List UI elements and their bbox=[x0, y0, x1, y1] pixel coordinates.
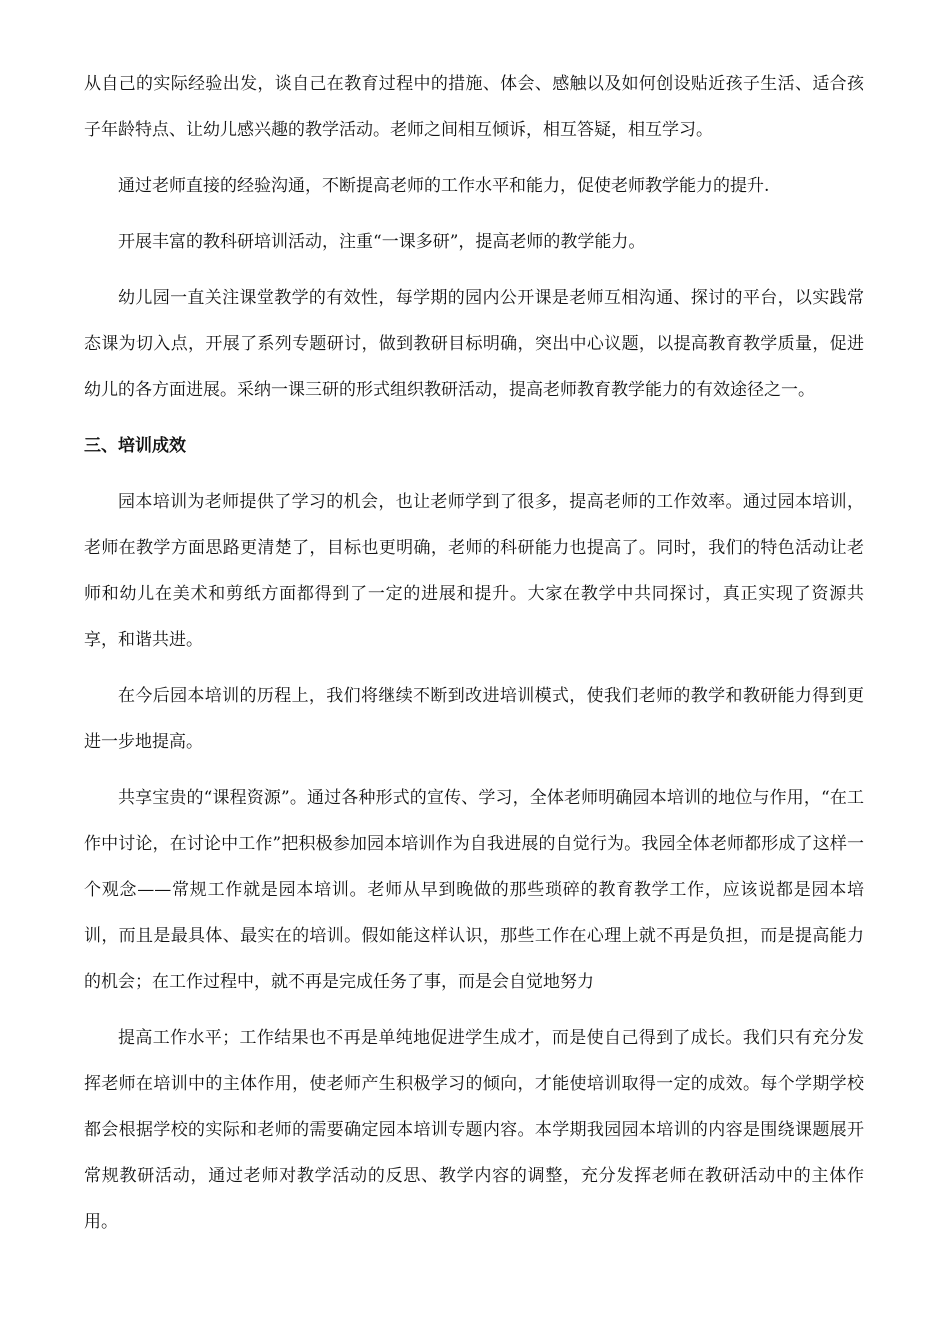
paragraph-experience-exchange: 通过老师直接的经验沟通，不断提高老师的工作水平和能力，促使老师教学能力的提升. bbox=[118, 176, 770, 196]
paragraph-future-plans: 在今后园本培训的历程上，我们将继续不断到改进培训模式，使我们老师的教学和教研能力得到更进一步地提高。 bbox=[84, 686, 864, 752]
document-page bbox=[84, 70, 864, 1255]
paragraph-shared-resources: 共享宝贵的“课程资源”。通过各种形式的宣传、学习，全体老师明确园本培训的地位与作用，“在工作中讨论，在讨论中工作”把积极参加园本培训作为自我进展的自觉行为。我园全体老师都形成了这样一个观念——常规工作就是园本培训。老师从早到晚做的那些琐碎的教育教学工作，应该说都是园本培训，而且是最具体、最实在的培训。假如能这样认识，那些工作在心理上就不再是负担，而是提高能力的机会；在工作过程中，就不再是完成任务了事，而是会自觉地努力 bbox=[84, 788, 864, 992]
paragraph-training-results: 园本培训为老师提供了学习的机会，也让老师学到了很多，提高老师的工作效率。通过园本培训，老师在教学方面思路更清楚了，目标也更明确，老师的科研能力也提高了。同时，我们的特色活动让老师和幼儿在美术和剪纸方面都得到了一定的进展和提升。大家在教学中共同探讨，真正实现了资源共享，和谐共进。 bbox=[84, 492, 864, 650]
paragraph-continuation: 从自己的实际经验出发，谈自己在教育过程中的措施、体会、感触以及如何创设贴近孩子生活、适合孩子年龄特点、让幼儿感兴趣的教学活动。老师之间相互倾诉，相互答疑，相互学习。 bbox=[84, 74, 864, 140]
section-heading: 三、培训成效 bbox=[84, 436, 186, 456]
paragraph-teacher-growth: 提高工作水平；工作结果也不再是单纯地促进学生成才，而是使自己得到了成长。我们只有充分发挥老师在培训中的主体作用，使老师产生积极学习的倾向，才能使培训取得一定的成效。每个学期学校都会根据学校的实际和老师的需要确定园本培训专题内容。本学期我园园本培训的内容是围绕课题展开常规教研活动，通过老师对教学活动的反思、教学内容的调整，充分发挥老师在教研活动中的主体作用。 bbox=[84, 1028, 864, 1232]
paragraph-research-training: 开展丰富的教科研培训活动，注重“一课多研”，提高老师的教学能力。 bbox=[118, 232, 646, 252]
paragraph-classroom-effectiveness: 幼儿园一直关注课堂教学的有效性，每学期的园内公开课是老师互相沟通、探讨的平台，以实践常态课为切入点，开展了系列专题研讨，做到教研目标明确，突出中心议题，以提高教育教学质量，促进幼儿的各方面进展。采纳一课三研的形式组织教研活动，提高老师教育教学能力的有效途径之一。 bbox=[84, 288, 864, 400]
